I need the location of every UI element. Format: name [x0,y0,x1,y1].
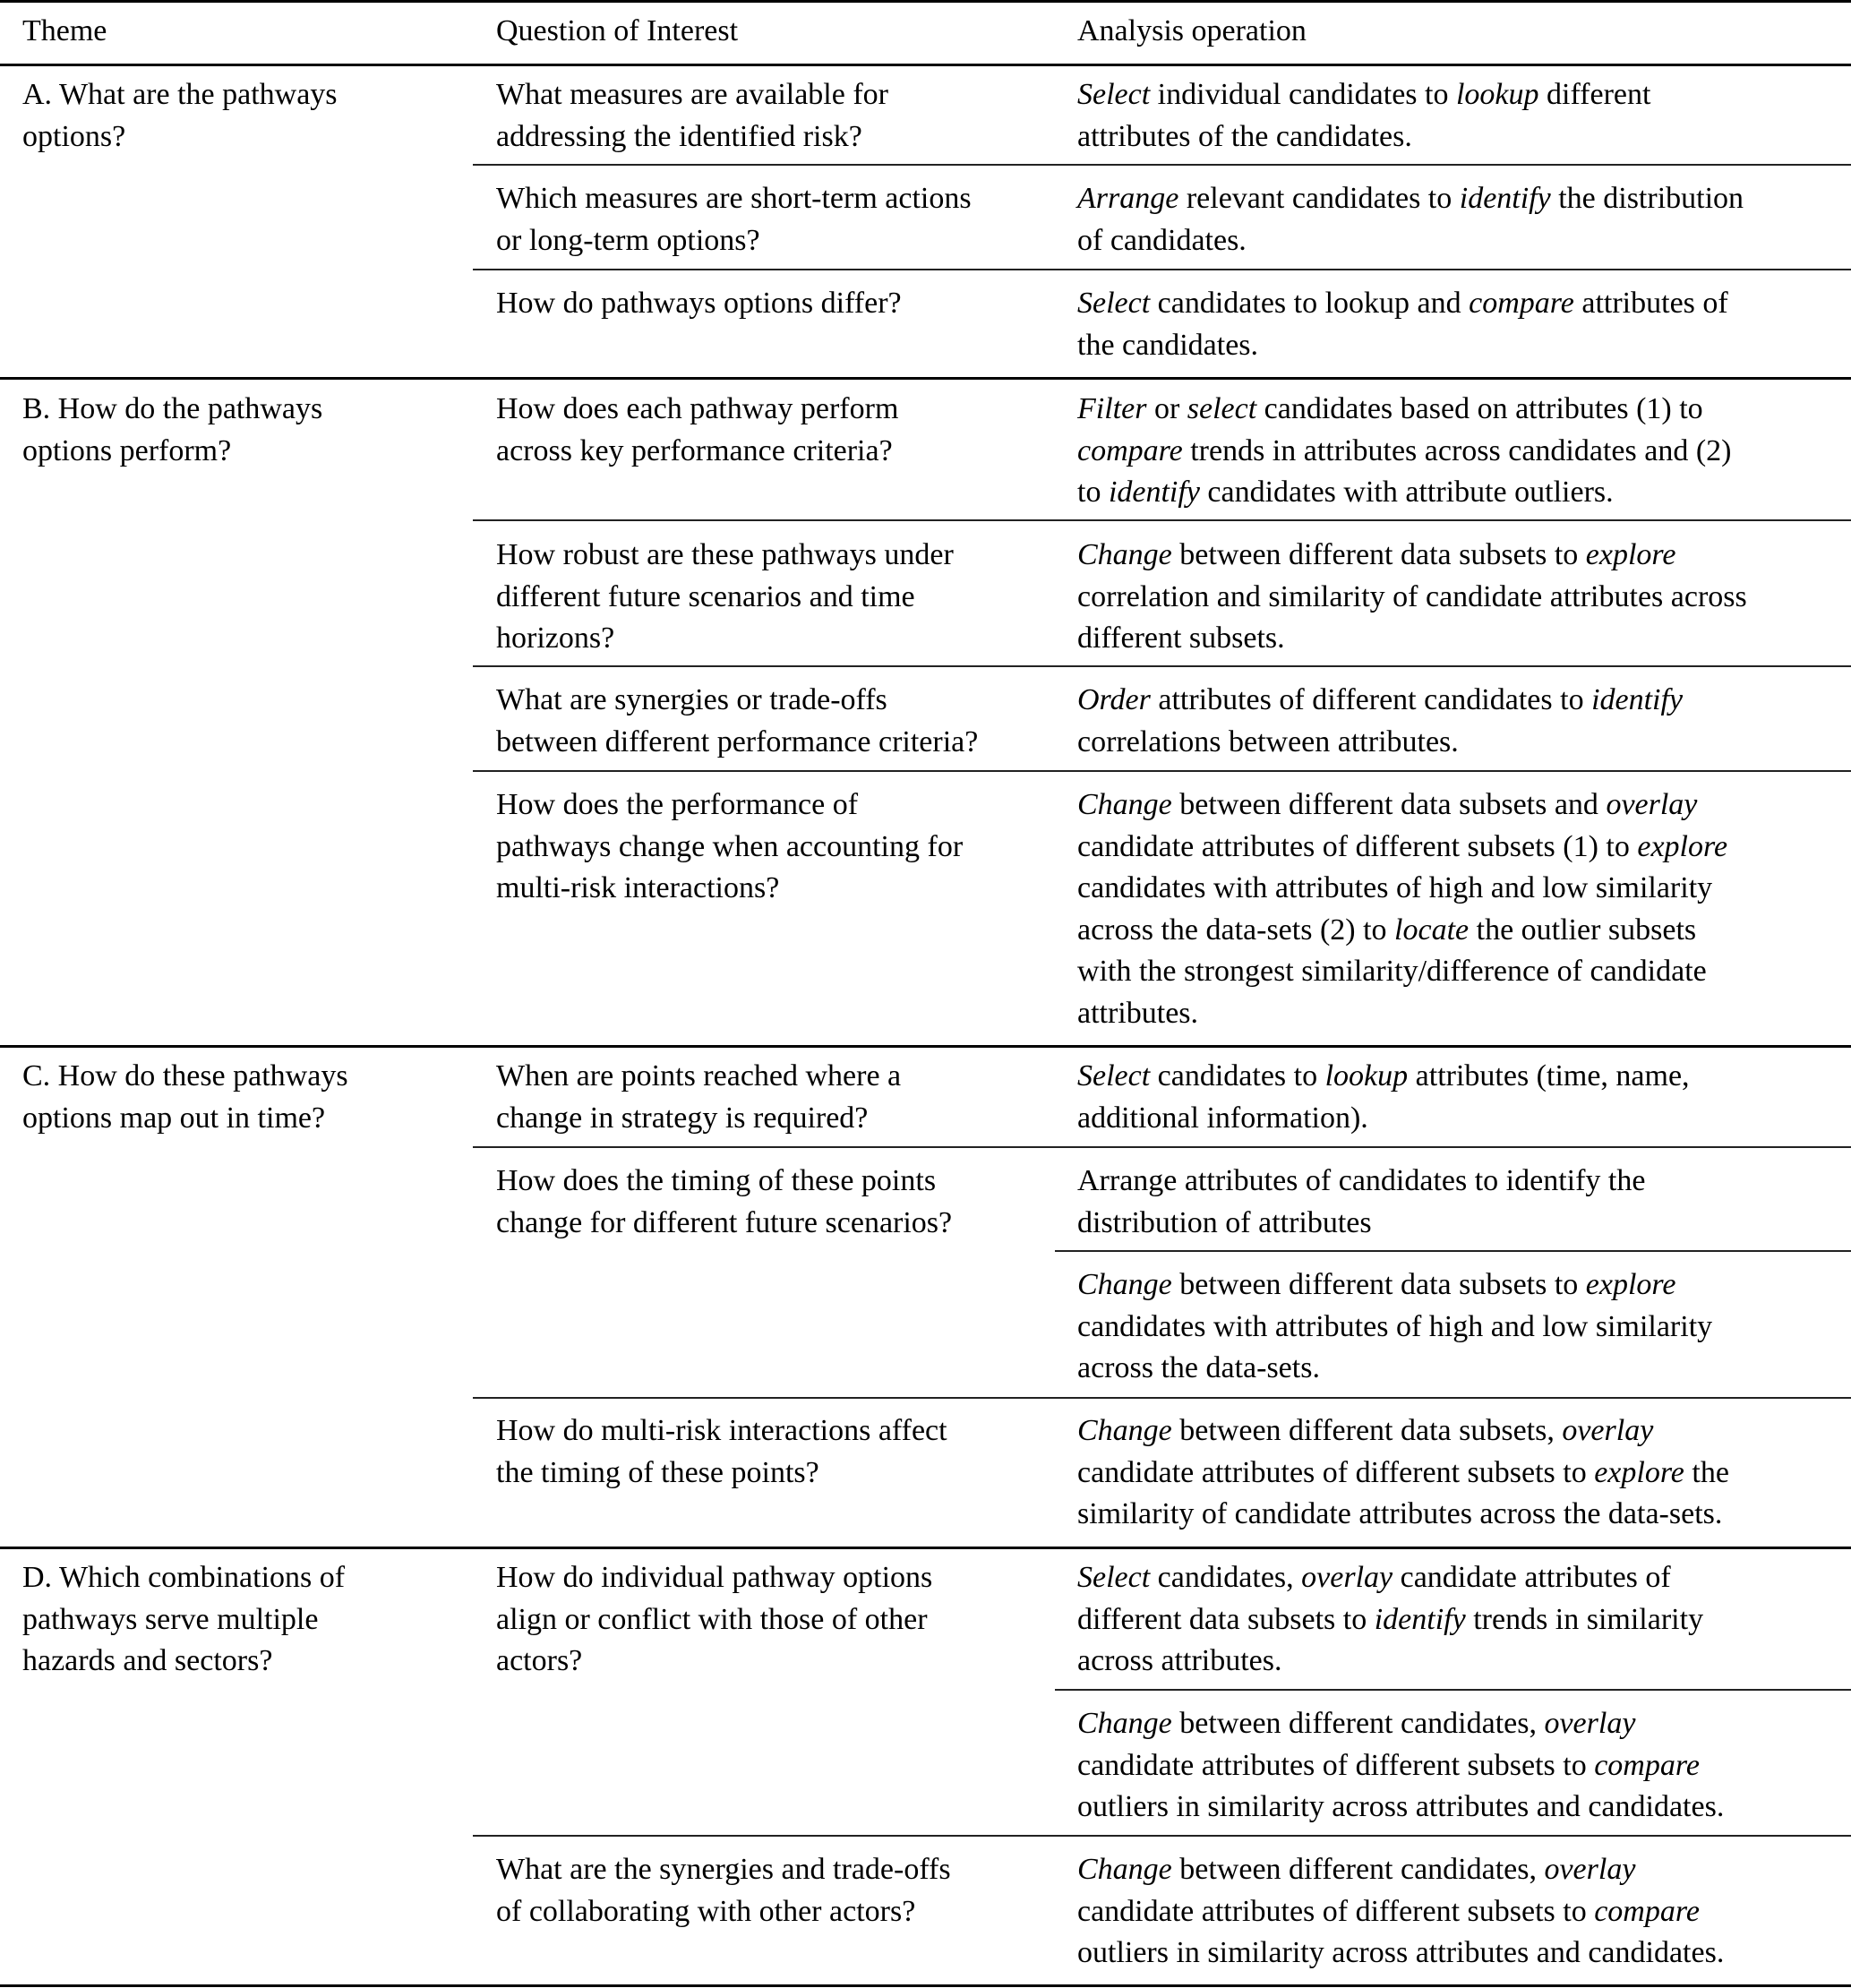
question-a2 [496,178,972,261]
operation-line: outliers in similarity across attributes and candidates. [1077,1790,1725,1823]
operation-a2 [1077,178,1744,261]
operation-line: correlation and similarity of candidate attributes across [1077,579,1747,613]
operation-line: different data subsets to identify trends in similarity [1077,1602,1704,1636]
question-line: addressing the identified risk? [496,119,862,153]
row-rule [473,1835,1851,1837]
operation-line: correlations between attributes. [1077,724,1459,758]
operation-line: Change between different data subsets, overlay [1077,1414,1654,1447]
question-line: How does the timing of these points [496,1164,937,1197]
theme-d [22,1557,345,1683]
question-line: change for different future scenarios? [496,1205,953,1239]
question-d1 [496,1557,932,1683]
operation-b4 [1077,784,1727,1034]
operation-d1b [1077,1703,1724,1829]
header-operation: Analysis operation [1077,14,1307,47]
question-line: How do individual pathway options [496,1561,933,1594]
theme-line: options perform? [22,433,232,467]
operation-line: across the data-sets. [1077,1351,1320,1384]
theme-line: B. How do the pathways [22,392,323,425]
operation-line: different subsets. [1077,621,1285,655]
question-line: align or conflict with those of other [496,1602,928,1636]
operation-line: Select candidates, overlay candidate attributes of [1077,1561,1671,1594]
question-c1 [496,1056,901,1139]
operation-b1 [1077,389,1731,514]
sub-row-rule [1055,1250,1851,1252]
top-rule [0,0,1851,3]
operation-line: candidate attributes of different subsets (1) to explore [1077,829,1728,863]
operation-line: additional information). [1077,1101,1368,1135]
question-b2 [496,535,954,660]
operation-line: candidate attributes of different subsets to compare [1077,1894,1700,1928]
header-rule [0,64,1851,66]
theme-a [22,74,338,158]
operation-a1 [1077,74,1650,158]
operation-line: of candidates. [1077,223,1247,257]
operation-a3 [1077,283,1728,366]
question-line: When are points reached where a [496,1059,902,1093]
operation-line: across attributes. [1077,1644,1282,1677]
operation-line: with the strongest similarity/difference of candidate [1077,955,1707,988]
operation-line: distribution of attributes [1077,1205,1372,1239]
operation-line: Select candidates to lookup attributes (time, name, [1077,1059,1690,1093]
question-line: How do multi-risk interactions affect [496,1414,947,1447]
question-line: multi-risk interactions? [496,871,780,904]
question-line: How does each pathway perform [496,392,899,425]
operation-line: candidates with attributes of high and low similarity [1077,1309,1713,1343]
theme-line: A. What are the pathways [22,78,338,111]
theme-c [22,1056,348,1139]
question-line: What are synergies or trade-offs [496,683,887,716]
operation-d1a [1077,1557,1703,1683]
question-line: between different performance criteria? [496,724,979,758]
row-rule [473,1397,1851,1399]
question-b1 [496,389,898,472]
question-line: What measures are available for [496,78,888,111]
operation-line: to identify candidates with attribute outliers. [1077,476,1614,509]
header-theme: Theme [22,14,107,47]
operation-line: Filter or select candidates based on attributes (1) to [1077,392,1703,425]
header-question: Question of Interest [496,14,739,47]
operation-line: Arrange relevant candidates to identify the distribution [1077,182,1744,215]
theme-rule-d [0,1547,1851,1549]
question-line: How robust are these pathways under [496,538,954,571]
operation-b2 [1077,535,1747,660]
operation-c1 [1077,1056,1690,1139]
question-line: What are the synergies and trade-offs [496,1853,951,1886]
question-line: horizons? [496,621,615,655]
operation-line: attributes of the candidates. [1077,119,1412,153]
question-b4 [496,784,963,910]
theme-line: hazards and sectors? [22,1644,273,1677]
question-b3 [496,680,978,763]
operation-line: Order attributes of different candidates to identify [1077,683,1684,716]
row-rule [473,1146,1851,1148]
operation-line: candidate attributes of different subsets to explore the [1077,1455,1729,1489]
question-line: actors? [496,1644,583,1677]
operation-line: attributes. [1077,996,1199,1030]
theme-line: pathways serve multiple [22,1602,319,1636]
question-line: of collaborating with other actors? [496,1894,916,1928]
question-line: pathways change when accounting for [496,829,964,863]
operation-b3 [1077,680,1683,763]
operation-line: Select candidates to lookup and compare attributes of [1077,287,1728,320]
sub-row-rule [1055,1689,1851,1691]
question-line: across key performance criteria? [496,433,893,467]
question-line: change in strategy is required? [496,1101,869,1135]
question-c2 [496,1161,952,1244]
operation-line: the candidates. [1077,328,1259,362]
question-line: How does the performance of [496,788,859,821]
operation-line: Select individual candidates to lookup different [1077,78,1651,111]
row-rule [473,519,1851,521]
question-a1 [496,74,888,158]
theme-line: options? [22,119,126,153]
question-line: different future scenarios and time [496,579,915,613]
question-line: Which measures are short-term actions [496,182,972,215]
operation-line: Change between different data subsets to explore [1077,538,1676,571]
operation-line: compare trends in attributes across candidates and (2) [1077,433,1732,467]
operation-line: outliers in similarity across attributes and candidates. [1077,1936,1725,1969]
operation-line: Change between different candidates, overlay [1077,1853,1636,1886]
operation-c2b [1077,1264,1712,1390]
operation-c3 [1077,1410,1729,1536]
row-rule [473,164,1851,166]
question-d2 [496,1849,951,1932]
question-c3 [496,1410,947,1494]
operation-line: Change between different data subsets to explore [1077,1268,1676,1301]
operation-line: similarity of candidate attributes across the data-sets. [1077,1497,1723,1530]
row-rule [473,665,1851,667]
operation-line: Change between different data subsets and overlay [1077,788,1698,821]
operation-line: across the data-sets (2) to locate the outlier subsets [1077,913,1697,947]
row-rule [473,770,1851,772]
operation-c2a [1077,1161,1645,1244]
row-rule [473,269,1851,270]
question-a3 [496,283,902,325]
theme-line: C. How do these pathways [22,1059,348,1093]
operation-line: Arrange attributes of candidates to identify the [1077,1164,1646,1197]
operation-d2 [1077,1849,1724,1975]
theme-b [22,389,322,472]
question-line: the timing of these points? [496,1455,819,1489]
operation-line: Change between different candidates, overlay [1077,1707,1636,1740]
question-line: or long-term options? [496,223,760,257]
theme-line: D. Which combinations of [22,1561,346,1594]
question-line: How do pathways options differ? [496,287,902,320]
operation-line: candidate attributes of different subsets to compare [1077,1748,1700,1782]
theme-line: options map out in time? [22,1101,326,1135]
theme-rule-b [0,377,1851,380]
operation-line: candidates with attributes of high and low similarity [1077,871,1713,904]
bottom-rule [0,1984,1851,1987]
theme-rule-c [0,1045,1851,1048]
